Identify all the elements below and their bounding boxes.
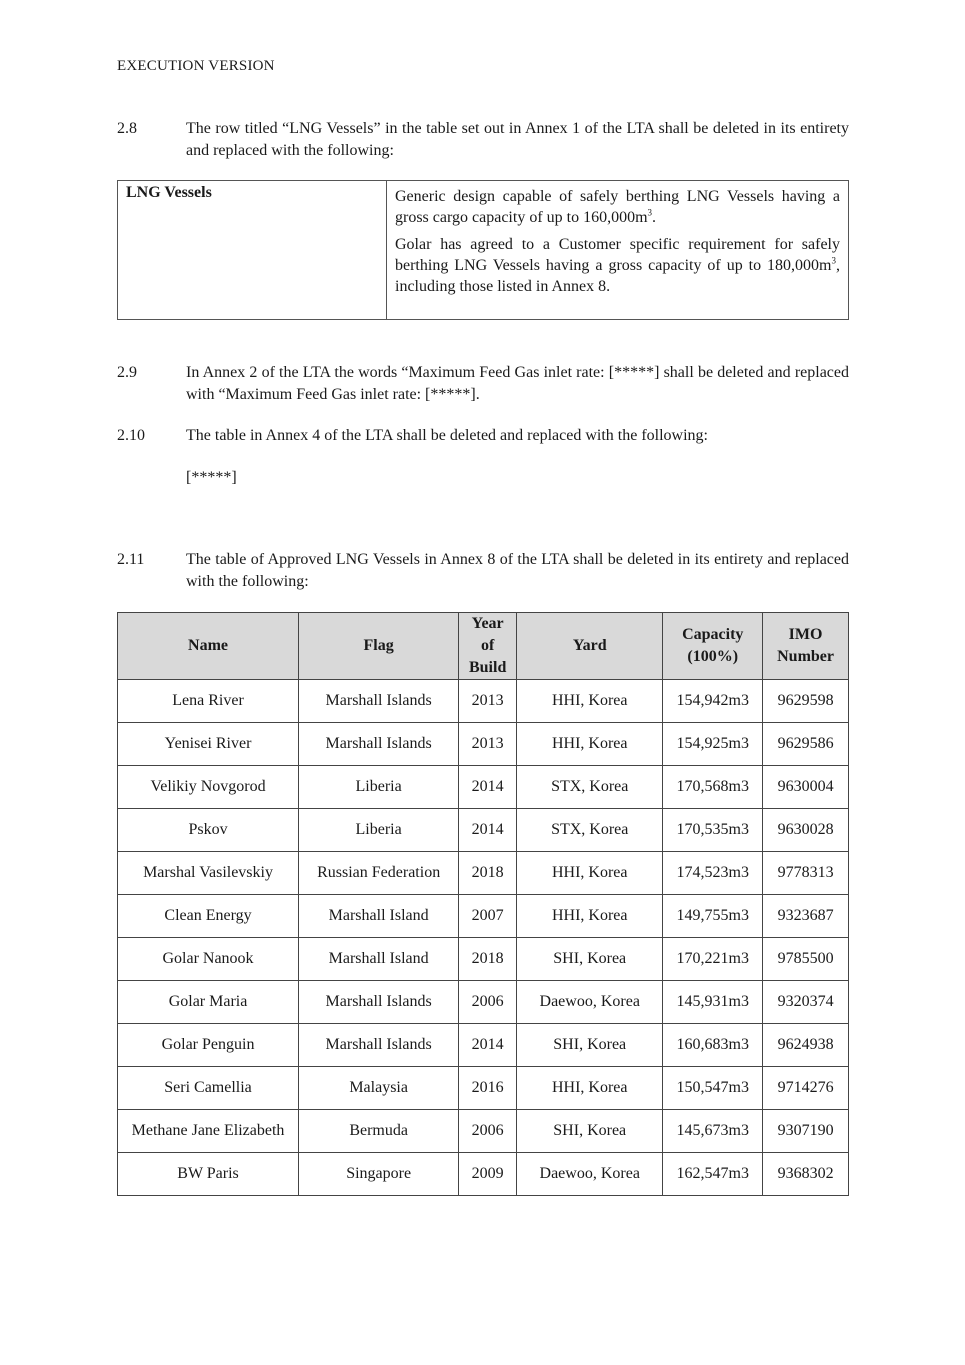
header-yard: Yard <box>517 613 663 680</box>
vessel-imo: 9629598 <box>763 680 849 723</box>
table-row <box>118 766 849 809</box>
vessel-capacity: 154,942m3 <box>663 680 763 723</box>
clause-2-11 <box>117 549 849 593</box>
vessel-yard: Daewoo, Korea <box>517 981 663 1024</box>
clause-2-9 <box>117 362 849 406</box>
vessel-capacity: 145,673m3 <box>663 1110 763 1153</box>
header-name: Name <box>118 613 299 680</box>
vessel-imo: 9714276 <box>763 1067 849 1110</box>
clause-text: The table of Approved LNG Vessels in Annex 8 of the LTA shall be deleted in its entirety and replaced with the following: <box>186 551 849 590</box>
header-capacity: Capacity (100%) <box>663 613 763 680</box>
vessel-name: Clean Energy <box>118 895 299 938</box>
vessel-name: Seri Camellia <box>118 1067 299 1110</box>
clause-number: 2.11 <box>117 551 145 568</box>
vessel-year: 2018 <box>459 938 517 981</box>
vessel-name: Lena River <box>118 680 299 723</box>
vessel-name: Marshal Vasilevskiy <box>118 852 299 895</box>
clause-number: 2.10 <box>117 427 145 444</box>
vessel-yard: HHI, Korea <box>517 680 663 723</box>
vessel-year: 2006 <box>459 981 517 1024</box>
clause-number: 2.9 <box>117 364 137 381</box>
header-imo-number: IMO Number <box>763 613 849 680</box>
header-flag: Flag <box>299 613 459 680</box>
definition-row <box>118 181 849 320</box>
vessel-year: 2018 <box>459 852 517 895</box>
clause-2-10 <box>117 425 849 447</box>
table-row <box>118 981 849 1024</box>
vessel-imo: 9320374 <box>763 981 849 1024</box>
vessel-imo: 9630004 <box>763 766 849 809</box>
vessel-capacity: 150,547m3 <box>663 1067 763 1110</box>
vessel-flag: Marshall Island <box>299 938 459 981</box>
vessel-year: 2016 <box>459 1067 517 1110</box>
vessel-flag: Liberia <box>299 809 459 852</box>
vessel-capacity: 174,523m3 <box>663 852 763 895</box>
vessel-yard: STX, Korea <box>517 809 663 852</box>
vessel-flag: Marshall Islands <box>299 723 459 766</box>
clause-2-8 <box>117 118 849 162</box>
vessel-imo: 9323687 <box>763 895 849 938</box>
vessel-capacity: 149,755m3 <box>663 895 763 938</box>
definition-paragraph-2: Golar has agreed to a Customer specific requirement for safely berthing LNG Vessels having a gross capacity of up to $180,000m^3$, including those listed in Annex 8. <box>395 236 840 295</box>
vessel-flag: Bermuda <box>299 1110 459 1153</box>
vessel-year: 2013 <box>459 680 517 723</box>
vessel-imo: 9778313 <box>763 852 849 895</box>
vessel-yard: SHI, Korea <box>517 938 663 981</box>
table-row <box>118 680 849 723</box>
vessel-yard: HHI, Korea <box>517 895 663 938</box>
definition-term: LNG Vessels <box>118 181 387 320</box>
document-header: EXECUTION VERSION <box>117 58 275 74</box>
vessel-name: Golar Penguin <box>118 1024 299 1067</box>
vessel-year: 2014 <box>459 809 517 852</box>
clause-text: In Annex 2 of the LTA the words “Maximum Feed Gas inlet rate: [*****] shall be deleted and replaced with “Maximum Feed Gas inlet rate: [*****]. <box>186 364 849 403</box>
vessel-name: Methane Jane Elizabeth <box>118 1110 299 1153</box>
vessel-flag: Marshall Island <box>299 895 459 938</box>
vessel-name: Golar Nanook <box>118 938 299 981</box>
vessel-year: 2006 <box>459 1110 517 1153</box>
table-header-row <box>118 613 849 680</box>
vessel-capacity: 160,683m3 <box>663 1024 763 1067</box>
header-year-of-build: Year of Build <box>459 613 517 680</box>
vessel-flag: Liberia <box>299 766 459 809</box>
vessel-flag: Malaysia <box>299 1067 459 1110</box>
vessel-imo: 9785500 <box>763 938 849 981</box>
vessel-capacity: 162,547m3 <box>663 1153 763 1196</box>
vessel-year: 2013 <box>459 723 517 766</box>
vessel-yard: STX, Korea <box>517 766 663 809</box>
vessel-yard: HHI, Korea <box>517 1067 663 1110</box>
vessel-yard: SHI, Korea <box>517 1110 663 1153</box>
vessel-capacity: 154,925m3 <box>663 723 763 766</box>
vessel-imo: 9307190 <box>763 1110 849 1153</box>
approved-vessels-table <box>117 612 849 1196</box>
vessel-name: Yenisei River <box>118 723 299 766</box>
table-row <box>118 1067 849 1110</box>
vessel-name: BW Paris <box>118 1153 299 1196</box>
clause-text: The table in Annex 4 of the LTA shall be deleted and replaced with the following: <box>186 427 708 444</box>
table-row <box>118 895 849 938</box>
vessel-imo: 9629586 <box>763 723 849 766</box>
vessel-flag: Marshall Islands <box>299 680 459 723</box>
vessel-name: Velikiy Novgorod <box>118 766 299 809</box>
clause-text: The row titled “LNG Vessels” in the table set out in Annex 1 of the LTA shall be deleted in its entirety and replaced with the following: <box>186 120 849 159</box>
vessel-imo: 9630028 <box>763 809 849 852</box>
vessel-year: 2014 <box>459 1024 517 1067</box>
vessel-capacity: 170,568m3 <box>663 766 763 809</box>
vessel-capacity: 170,535m3 <box>663 809 763 852</box>
vessel-yard: Daewoo, Korea <box>517 1153 663 1196</box>
vessel-capacity: 170,221m3 <box>663 938 763 981</box>
vessel-flag: Marshall Islands <box>299 1024 459 1067</box>
vessel-year: 2007 <box>459 895 517 938</box>
clause-2-10-redaction <box>117 467 849 489</box>
definition-text <box>387 181 849 320</box>
vessel-flag: Russian Federation <box>299 852 459 895</box>
vessel-imo: 9624938 <box>763 1024 849 1067</box>
vessel-flag: Singapore <box>299 1153 459 1196</box>
vessel-yard: SHI, Korea <box>517 1024 663 1067</box>
lng-vessels-definition-table <box>117 180 849 320</box>
redacted-text: [*****] <box>186 469 237 486</box>
table-row <box>118 809 849 852</box>
table-row <box>118 723 849 766</box>
vessel-name: Golar Maria <box>118 981 299 1024</box>
table-row <box>118 852 849 895</box>
vessel-imo: 9368302 <box>763 1153 849 1196</box>
vessel-year: 2009 <box>459 1153 517 1196</box>
definition-paragraph-1: Generic design capable of safely berthing LNG Vessels having a gross cargo capacity of up to $160,000m^3$. <box>395 188 840 226</box>
table-row <box>118 1024 849 1067</box>
table-row <box>118 1153 849 1196</box>
vessel-capacity: 145,931m3 <box>663 981 763 1024</box>
vessel-name: Pskov <box>118 809 299 852</box>
vessel-flag: Marshall Islands <box>299 981 459 1024</box>
clause-number: 2.8 <box>117 120 137 137</box>
table-row <box>118 938 849 981</box>
vessel-year: 2014 <box>459 766 517 809</box>
table-row <box>118 1110 849 1153</box>
vessel-yard: HHI, Korea <box>517 723 663 766</box>
vessel-yard: HHI, Korea <box>517 852 663 895</box>
